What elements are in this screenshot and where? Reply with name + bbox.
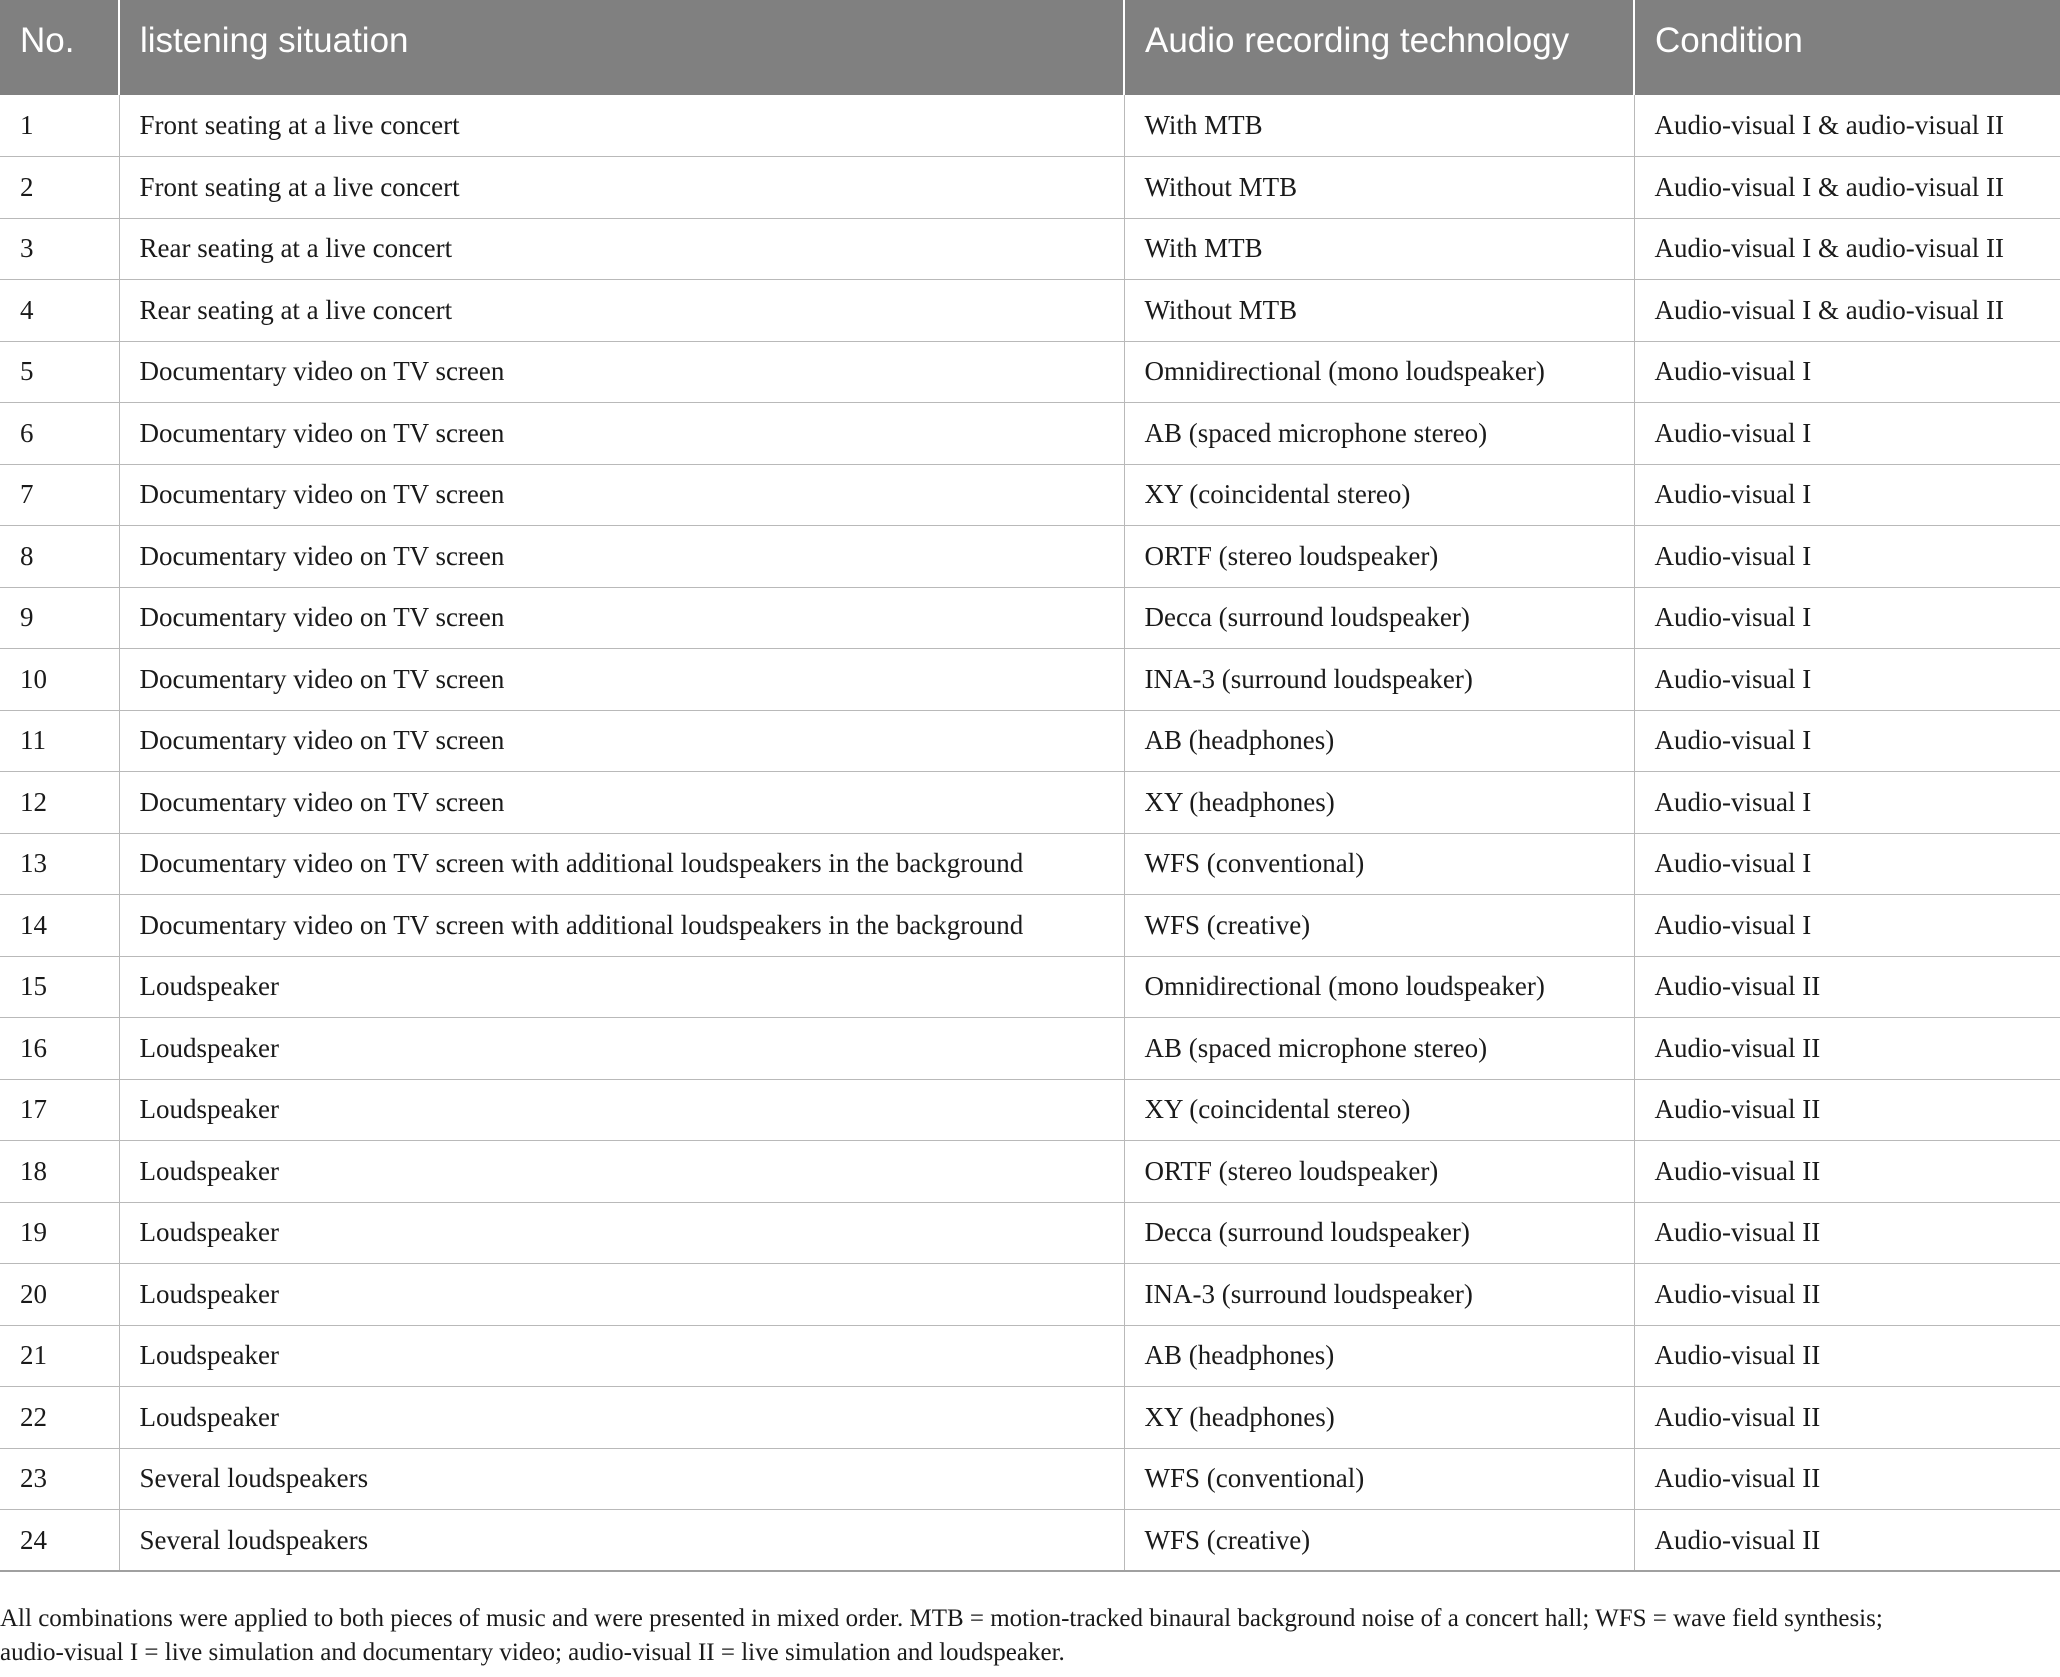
table-row xyxy=(0,526,2060,588)
cell-condition: Audio-visual I xyxy=(1634,464,2060,526)
header-listening-situation: listening situation xyxy=(119,0,1124,95)
cell-listening-situation: Loudspeaker xyxy=(119,956,1124,1018)
table-row xyxy=(0,895,2060,957)
cell-listening-situation: Documentary video on TV screen with additional loudspeakers in the background xyxy=(119,833,1124,895)
cell-condition: Audio-visual I xyxy=(1634,403,2060,465)
cell-audio-recording-technology: XY (coincidental stereo) xyxy=(1124,464,1634,526)
cell-no: 24 xyxy=(0,1510,119,1572)
table-row xyxy=(0,1202,2060,1264)
cell-listening-situation: Loudspeaker xyxy=(119,1325,1124,1387)
cell-listening-situation: Rear seating at a live concert xyxy=(119,280,1124,342)
header-no: No. xyxy=(0,0,119,95)
table-row xyxy=(0,833,2060,895)
cell-condition: Audio-visual II xyxy=(1634,1264,2060,1326)
cell-no: 19 xyxy=(0,1202,119,1264)
cell-audio-recording-technology: AB (headphones) xyxy=(1124,710,1634,772)
table-row xyxy=(0,341,2060,403)
cell-no: 17 xyxy=(0,1079,119,1141)
cell-audio-recording-technology: WFS (creative) xyxy=(1124,1510,1634,1572)
cell-no: 14 xyxy=(0,895,119,957)
table-row xyxy=(0,1448,2060,1510)
cell-audio-recording-technology: INA-3 (surround loudspeaker) xyxy=(1124,1264,1634,1326)
cell-audio-recording-technology: AB (headphones) xyxy=(1124,1325,1634,1387)
cell-condition: Audio-visual II xyxy=(1634,1202,2060,1264)
table-row xyxy=(0,280,2060,342)
cell-no: 13 xyxy=(0,833,119,895)
cell-no: 21 xyxy=(0,1325,119,1387)
cell-listening-situation: Documentary video on TV screen xyxy=(119,587,1124,649)
header-row xyxy=(0,0,2060,95)
cell-condition: Audio-visual II xyxy=(1634,1448,2060,1510)
table-row xyxy=(0,1387,2060,1449)
cell-condition: Audio-visual I xyxy=(1634,772,2060,834)
table-row xyxy=(0,772,2060,834)
cell-condition: Audio-visual I xyxy=(1634,649,2060,711)
cell-listening-situation: Documentary video on TV screen xyxy=(119,649,1124,711)
cell-condition: Audio-visual I & audio-visual II xyxy=(1634,218,2060,280)
cell-listening-situation: Loudspeaker xyxy=(119,1387,1124,1449)
table-row xyxy=(0,1325,2060,1387)
cell-audio-recording-technology: INA-3 (surround loudspeaker) xyxy=(1124,649,1634,711)
cell-listening-situation: Documentary video on TV screen with additional loudspeakers in the background xyxy=(119,895,1124,957)
cell-condition: Audio-visual I xyxy=(1634,710,2060,772)
cell-listening-situation: Documentary video on TV screen xyxy=(119,526,1124,588)
cell-condition: Audio-visual I & audio-visual II xyxy=(1634,157,2060,219)
cell-condition: Audio-visual I xyxy=(1634,526,2060,588)
cell-audio-recording-technology: WFS (conventional) xyxy=(1124,1448,1634,1510)
footnote-line-2: audio-visual I = live simulation and documentary video; audio-visual II = live simulation and loudspeaker. xyxy=(0,1639,1065,1666)
cell-listening-situation: Front seating at a live concert xyxy=(119,157,1124,219)
cell-no: 20 xyxy=(0,1264,119,1326)
cell-listening-situation: Several loudspeakers xyxy=(119,1448,1124,1510)
table-row xyxy=(0,710,2060,772)
cell-no: 10 xyxy=(0,649,119,711)
table-row xyxy=(0,403,2060,465)
cell-condition: Audio-visual II xyxy=(1634,1079,2060,1141)
table-row xyxy=(0,1079,2060,1141)
header-condition: Condition xyxy=(1634,0,2060,95)
table-row xyxy=(0,649,2060,711)
table-row xyxy=(0,157,2060,219)
cell-audio-recording-technology: XY (headphones) xyxy=(1124,772,1634,834)
table-row xyxy=(0,1510,2060,1572)
cell-listening-situation: Loudspeaker xyxy=(119,1264,1124,1326)
cell-condition: Audio-visual II xyxy=(1634,1325,2060,1387)
cell-listening-situation: Several loudspeakers xyxy=(119,1510,1124,1572)
cell-listening-situation: Rear seating at a live concert xyxy=(119,218,1124,280)
cell-audio-recording-technology: WFS (conventional) xyxy=(1124,833,1634,895)
cell-no: 12 xyxy=(0,772,119,834)
cell-no: 16 xyxy=(0,1018,119,1080)
cell-condition: Audio-visual I xyxy=(1634,587,2060,649)
cell-audio-recording-technology: With MTB xyxy=(1124,95,1634,157)
cell-listening-situation: Loudspeaker xyxy=(119,1202,1124,1264)
cell-audio-recording-technology: WFS (creative) xyxy=(1124,895,1634,957)
cell-no: 8 xyxy=(0,526,119,588)
cell-listening-situation: Loudspeaker xyxy=(119,1018,1124,1080)
cell-condition: Audio-visual II xyxy=(1634,1387,2060,1449)
table-header xyxy=(0,0,2060,95)
cell-no: 5 xyxy=(0,341,119,403)
cell-no: 4 xyxy=(0,280,119,342)
cell-condition: Audio-visual II xyxy=(1634,1141,2060,1203)
cell-no: 3 xyxy=(0,218,119,280)
cell-no: 7 xyxy=(0,464,119,526)
cell-no: 9 xyxy=(0,587,119,649)
cell-audio-recording-technology: Omnidirectional (mono loudspeaker) xyxy=(1124,956,1634,1018)
cell-audio-recording-technology: Omnidirectional (mono loudspeaker) xyxy=(1124,341,1634,403)
cell-no: 2 xyxy=(0,157,119,219)
cell-listening-situation: Documentary video on TV screen xyxy=(119,341,1124,403)
cell-listening-situation: Loudspeaker xyxy=(119,1141,1124,1203)
cell-condition: Audio-visual II xyxy=(1634,1018,2060,1080)
cell-audio-recording-technology: Without MTB xyxy=(1124,280,1634,342)
cell-listening-situation: Documentary video on TV screen xyxy=(119,464,1124,526)
cell-condition: Audio-visual I & audio-visual II xyxy=(1634,95,2060,157)
cell-audio-recording-technology: With MTB xyxy=(1124,218,1634,280)
cell-condition: Audio-visual I xyxy=(1634,833,2060,895)
cell-no: 11 xyxy=(0,710,119,772)
cell-condition: Audio-visual I & audio-visual II xyxy=(1634,280,2060,342)
table-body xyxy=(0,95,2060,1571)
cell-no: 22 xyxy=(0,1387,119,1449)
cell-condition: Audio-visual I xyxy=(1634,895,2060,957)
cell-no: 18 xyxy=(0,1141,119,1203)
table-row xyxy=(0,1018,2060,1080)
cell-no: 23 xyxy=(0,1448,119,1510)
table-row xyxy=(0,95,2060,157)
cell-audio-recording-technology: Without MTB xyxy=(1124,157,1634,219)
table-row xyxy=(0,587,2060,649)
cell-audio-recording-technology: AB (spaced microphone stereo) xyxy=(1124,1018,1634,1080)
cell-audio-recording-technology: Decca (surround loudspeaker) xyxy=(1124,587,1634,649)
table-row xyxy=(0,956,2060,1018)
cell-listening-situation: Front seating at a live concert xyxy=(119,95,1124,157)
table-row xyxy=(0,218,2060,280)
cell-audio-recording-technology: AB (spaced microphone stereo) xyxy=(1124,403,1634,465)
cell-listening-situation: Documentary video on TV screen xyxy=(119,710,1124,772)
cell-condition: Audio-visual II xyxy=(1634,1510,2060,1572)
table-row xyxy=(0,464,2060,526)
cell-listening-situation: Documentary video on TV screen xyxy=(119,772,1124,834)
cell-audio-recording-technology: Decca (surround loudspeaker) xyxy=(1124,1202,1634,1264)
cell-no: 1 xyxy=(0,95,119,157)
cell-condition: Audio-visual II xyxy=(1634,956,2060,1018)
table-row xyxy=(0,1264,2060,1326)
cell-condition: Audio-visual I xyxy=(1634,341,2060,403)
header-audio-recording-technology: Audio recording technology xyxy=(1124,0,1634,95)
cell-listening-situation: Loudspeaker xyxy=(119,1079,1124,1141)
table-row xyxy=(0,1141,2060,1203)
cell-no: 15 xyxy=(0,956,119,1018)
cell-no: 6 xyxy=(0,403,119,465)
cell-audio-recording-technology: XY (headphones) xyxy=(1124,1387,1634,1449)
cell-audio-recording-technology: ORTF (stereo loudspeaker) xyxy=(1124,1141,1634,1203)
footnote-line-1: All combinations were applied to both pieces of music and were presented in mixed order. MTB = motion-tracked binaural background noise of a concert hall; WFS = wave field synthesis; xyxy=(0,1605,1883,1632)
cell-audio-recording-technology: ORTF (stereo loudspeaker) xyxy=(1124,526,1634,588)
cell-audio-recording-technology: XY (coincidental stereo) xyxy=(1124,1079,1634,1141)
cell-listening-situation: Documentary video on TV screen xyxy=(119,403,1124,465)
table-footnote xyxy=(0,1602,2060,1670)
